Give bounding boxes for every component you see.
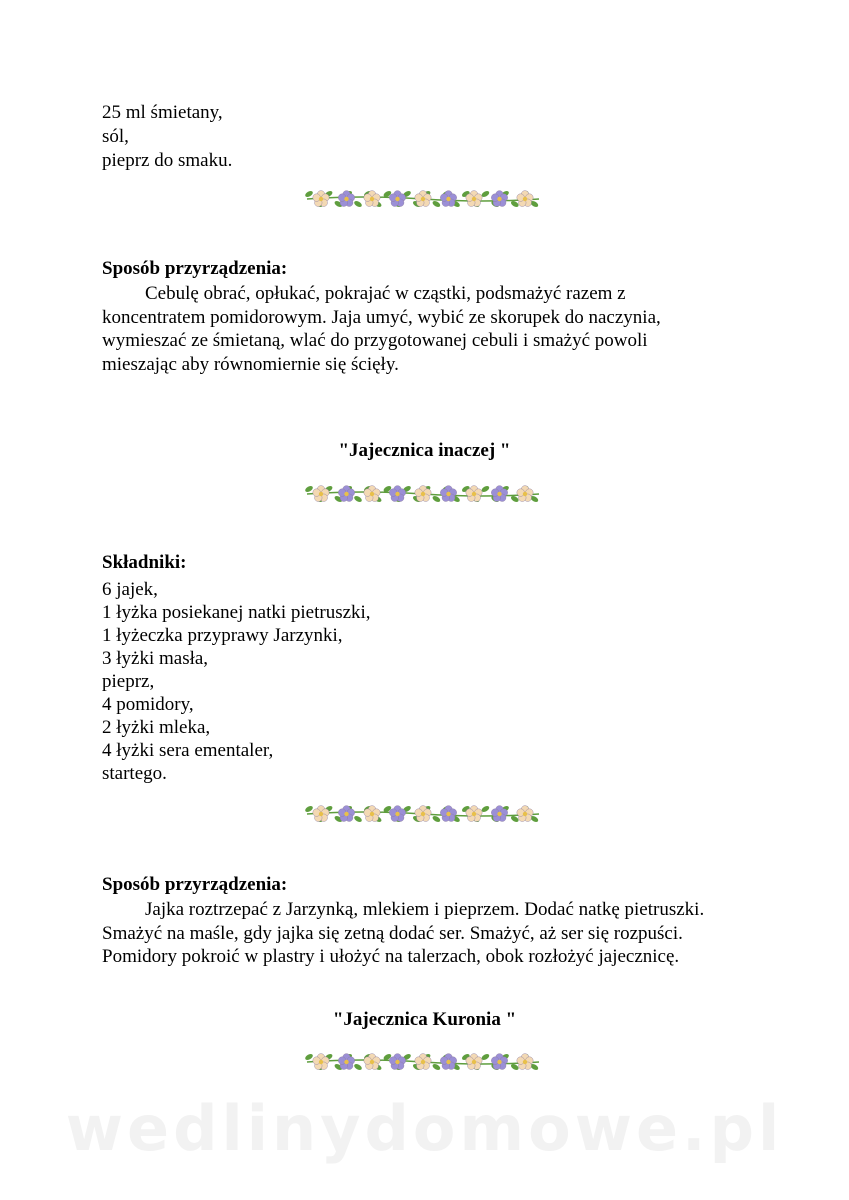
method-line: koncentratem pomidorowym. Jaja umyć, wybić ze skorupek do naczynia, — [102, 306, 661, 328]
ingredient-line: 4 łyżki sera ementaler, — [102, 740, 274, 761]
flower-icon — [440, 1054, 456, 1070]
leaf-icon — [353, 200, 363, 208]
leaf-icon — [432, 200, 442, 208]
method-line: Cebulę obrać, opłukać, pokrajać w cząstki, podsmażyć razem z — [145, 283, 626, 304]
flower-icon — [517, 486, 533, 502]
method-paragraph — [102, 282, 742, 376]
recipe-title: "Jajecznica Kuronia " — [332, 1009, 517, 1030]
ingredient-line: 1 łyżka posiekanej natki pietruszki, — [102, 602, 371, 623]
leaf-icon — [304, 190, 314, 198]
method-heading: Sposób przyrządzenia: — [102, 874, 288, 895]
leaf-icon — [304, 485, 314, 493]
ingredient-line: 3 łyżki masła, — [102, 648, 209, 669]
ingredient-line: 25 ml śmietany, — [102, 102, 223, 123]
leaf-icon — [353, 815, 363, 823]
method-line: mieszając aby równomiernie się ścięły. — [102, 353, 399, 375]
leaf-icon — [432, 1063, 442, 1071]
method-heading: Sposób przyrządzenia: — [102, 258, 288, 279]
ingredient-line: startego. — [102, 763, 167, 784]
flower-border-divider — [303, 801, 543, 827]
ingredient-line: 2 łyżki mleka, — [102, 717, 211, 738]
flower-icon — [338, 191, 354, 207]
ingredient-line: 1 łyżeczka przyprawy Jarzynki, — [102, 625, 343, 646]
flower-icon — [440, 486, 456, 502]
flower-icon — [389, 806, 405, 822]
leaf-icon — [353, 1063, 363, 1071]
leaf-icon — [304, 805, 314, 813]
flower-icon — [517, 191, 533, 207]
method-paragraph — [102, 898, 742, 969]
flower-icon — [338, 806, 354, 822]
flower-border-divider — [303, 1049, 543, 1075]
flower-icon — [517, 806, 533, 822]
ingredient-line: 6 jajek, — [102, 579, 158, 600]
leaf-icon — [353, 495, 363, 503]
ingredient-line: pieprz, — [102, 671, 155, 692]
method-line: Smażyć na maśle, gdy jajka się zetną dodać ser. Smażyć, aż ser się rozpuści. — [102, 922, 683, 944]
flower-border-divider — [303, 186, 543, 212]
flower-icon — [440, 806, 456, 822]
leaf-icon — [304, 1053, 314, 1061]
flower-icon — [389, 1054, 405, 1070]
flower-icon — [389, 191, 405, 207]
flower-icon — [517, 1054, 533, 1070]
ingredient-line: pieprz do smaku. — [102, 150, 233, 171]
leaf-icon — [432, 495, 442, 503]
flower-border-divider — [303, 481, 543, 507]
ingredient-line: sól, — [102, 126, 129, 147]
method-line: Jajka roztrzepać z Jarzynką, mlekiem i pieprzem. Dodać natkę pietruszki. — [145, 899, 705, 920]
flower-icon — [338, 486, 354, 502]
flower-icon — [389, 486, 405, 502]
method-line: Pomidory pokroić w plastry i ułożyć na talerzach, obok rozłożyć jajecznicę. — [102, 946, 680, 967]
watermark: wedlinydomowe.pl — [65, 1092, 784, 1165]
method-line: wymieszać ze śmietaną, wlać do przygotowanej cebuli i smażyć powoli — [102, 330, 648, 351]
recipe-title: "Jajecznica inaczej " — [338, 440, 511, 461]
flower-icon — [338, 1054, 354, 1070]
leaf-icon — [432, 815, 442, 823]
flower-icon — [440, 191, 456, 207]
ingredient-line: 4 pomidory, — [102, 694, 194, 715]
ingredients-heading: Składniki: — [102, 552, 187, 573]
